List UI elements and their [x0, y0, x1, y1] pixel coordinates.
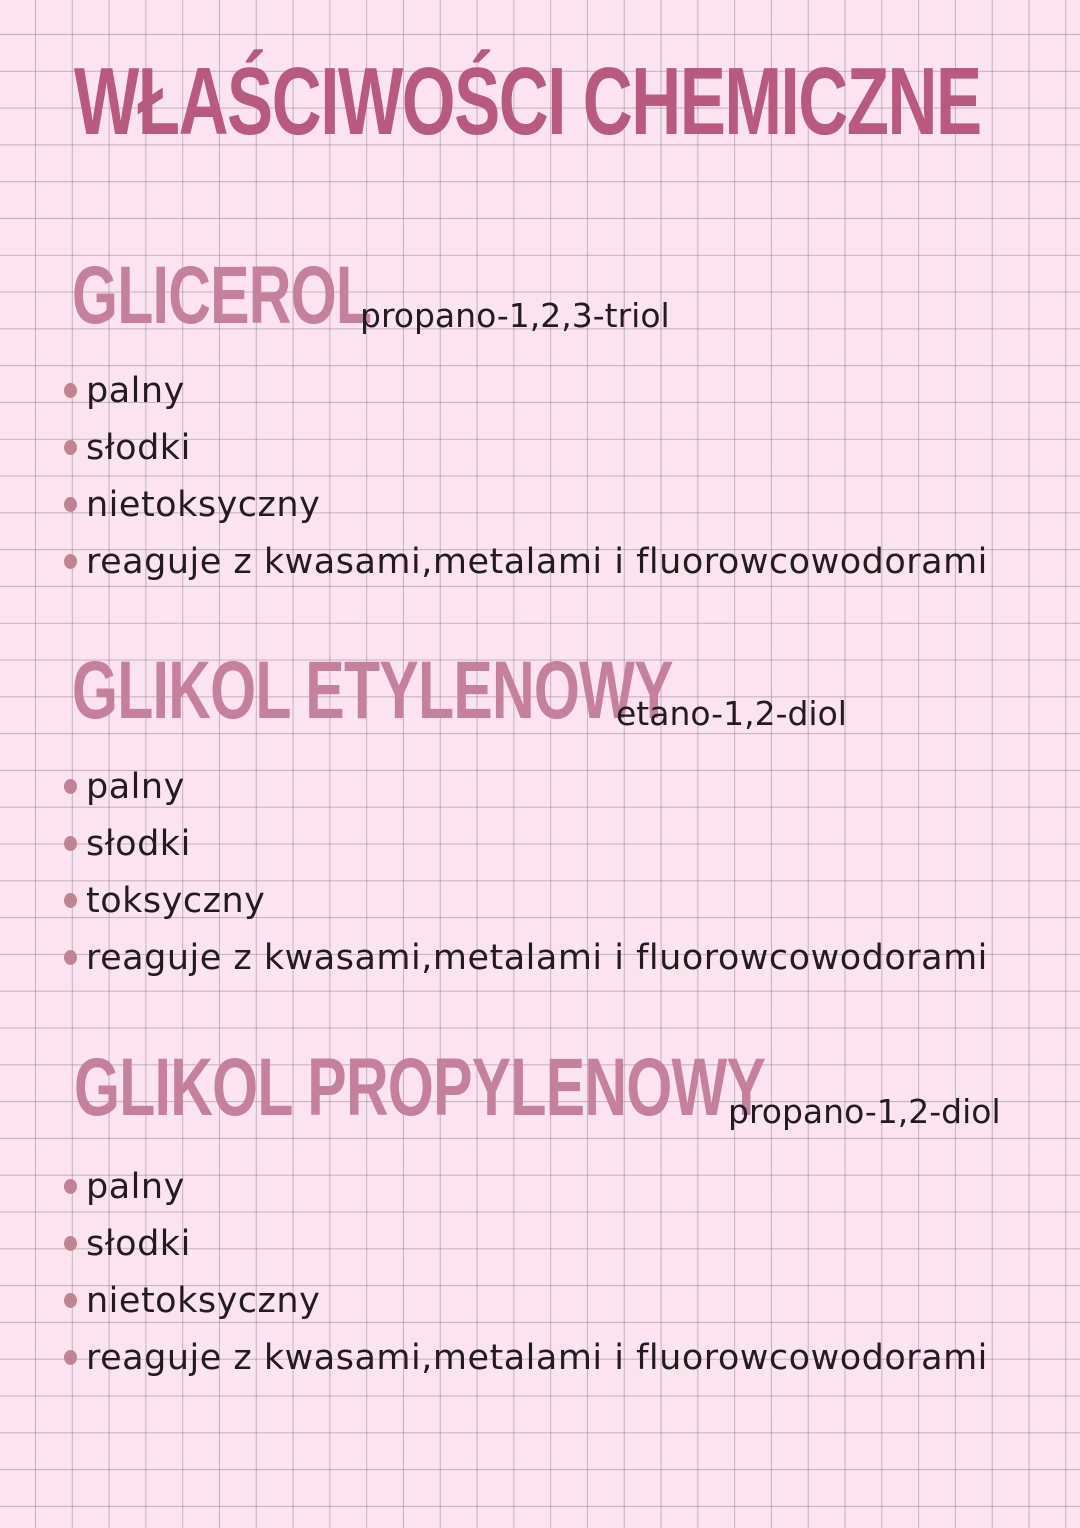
- bullet-dot-icon: [64, 1350, 77, 1365]
- bullet-dot-icon: [64, 893, 77, 908]
- section-heading-glikol-propylenowy: GLIKOL PROPYLENOWY: [74, 1042, 766, 1133]
- property-label: reaguje z kwasami,metalami i fluorowcowodorami: [86, 1337, 988, 1378]
- list-item: [64, 758, 988, 815]
- list-item: [64, 815, 988, 872]
- list-item: [64, 872, 988, 929]
- property-label: nietoksyczny: [86, 484, 321, 525]
- property-list-glikol-etylenowy: [64, 758, 988, 986]
- list-item: [64, 1215, 988, 1272]
- section-heading-glicerol: GLICEROL: [72, 250, 372, 341]
- iupac-name-glicerol: propano-1,2,3-triol: [360, 296, 670, 335]
- bullet-dot-icon: [64, 554, 77, 569]
- list-item: [64, 929, 988, 986]
- property-label: słodki: [86, 823, 191, 864]
- iupac-name-glikol-propylenowy: propano-1,2-diol: [728, 1092, 1001, 1131]
- property-label: słodki: [86, 427, 191, 468]
- property-label: nietoksyczny: [86, 1280, 321, 1321]
- list-item: [64, 533, 988, 590]
- list-item: [64, 1272, 988, 1329]
- list-item: [64, 419, 988, 476]
- bullet-dot-icon: [64, 440, 77, 455]
- bullet-dot-icon: [64, 1179, 77, 1194]
- property-label: palny: [86, 1166, 185, 1207]
- list-item: [64, 1329, 988, 1386]
- property-label: słodki: [86, 1223, 191, 1264]
- property-list-glicerol: [64, 362, 988, 590]
- list-item: [64, 362, 988, 419]
- page-title: WŁAŚCIWOŚCI CHEMICZNE: [74, 48, 981, 155]
- property-label: toksyczny: [86, 880, 266, 921]
- property-label: palny: [86, 766, 185, 807]
- property-label: reaguje z kwasami,metalami i fluorowcowodorami: [86, 937, 988, 978]
- property-label: reaguje z kwasami,metalami i fluorowcowodorami: [86, 541, 988, 582]
- property-label: palny: [86, 370, 185, 411]
- bullet-dot-icon: [64, 836, 77, 851]
- list-item: [64, 1158, 988, 1215]
- bullet-dot-icon: [64, 950, 77, 965]
- iupac-name-glikol-etylenowy: etano-1,2-diol: [616, 694, 847, 733]
- bullet-dot-icon: [64, 1236, 77, 1251]
- section-heading-glikol-etylenowy: GLIKOL ETYLENOWY: [72, 645, 673, 736]
- list-item: [64, 476, 988, 533]
- bullet-dot-icon: [64, 497, 77, 512]
- bullet-dot-icon: [64, 383, 77, 398]
- bullet-dot-icon: [64, 1293, 77, 1308]
- bullet-dot-icon: [64, 779, 77, 794]
- property-list-glikol-propylenowy: [64, 1158, 988, 1386]
